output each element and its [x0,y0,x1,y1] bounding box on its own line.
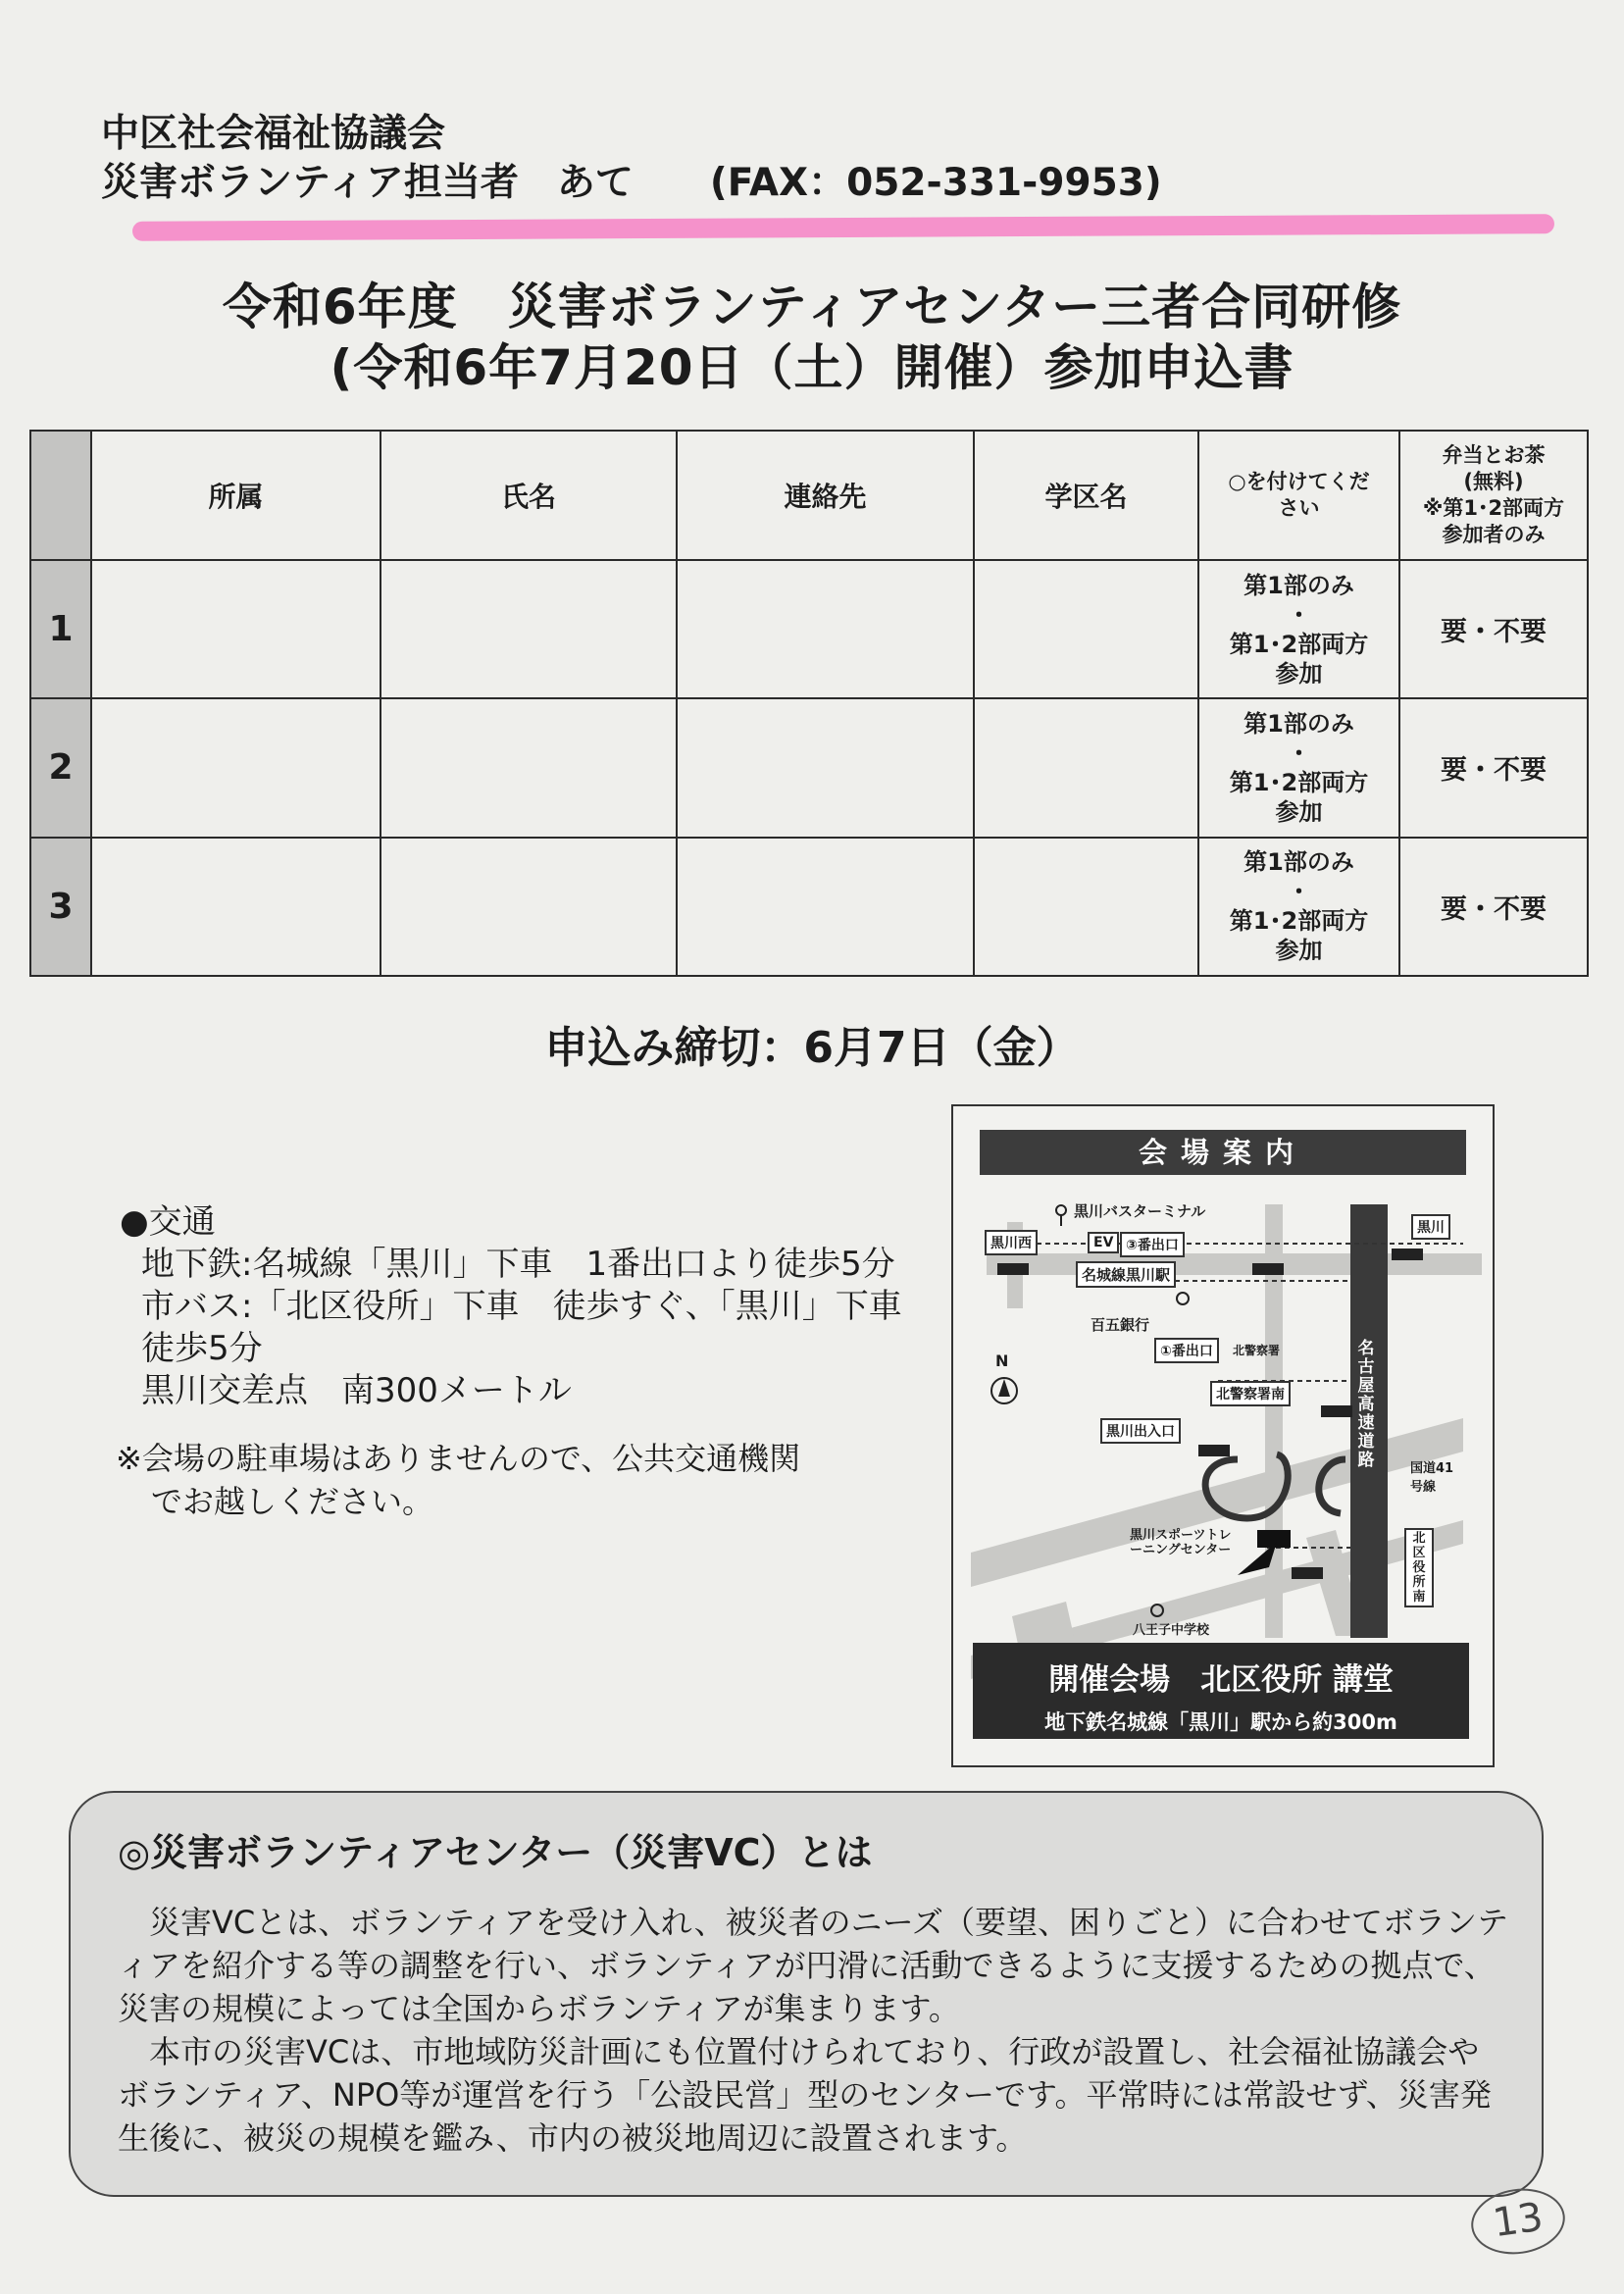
lunch-choice[interactable]: 要・不要 [1399,838,1588,976]
traffic-signal-icon [1321,1405,1352,1417]
school-district-field[interactable] [974,838,1198,976]
traffic-signal-icon [1252,1263,1284,1275]
choice-dot: ・ [1287,739,1311,767]
north-arrow-icon [998,1379,1010,1397]
choice-dot: ・ [1287,600,1311,629]
header-name: 氏名 [381,431,677,560]
venue-name: 開催会場 北区役所 講堂 [1048,1662,1394,1698]
tag-kurokawa: 黒川 [1411,1214,1450,1240]
label-north: N [995,1351,1009,1370]
choice-both: 第1･2部両方 [1229,768,1369,796]
traffic-signal-icon [997,1263,1029,1275]
header-circle-choice [1198,431,1399,560]
choice-dot: ・ [1287,878,1311,906]
choice-join: 参加 [1275,659,1323,688]
deadline: 申込み締切：6月7日（金） [544,1023,1080,1073]
name-field[interactable] [381,560,677,698]
header-lunch-line: 弁当とお茶 [1442,443,1546,467]
choice-part1: 第1部のみ [1243,709,1354,738]
page-number: 13 [1467,2183,1569,2261]
access-line: 徒歩5分 [141,1329,263,1368]
table-row [30,838,1588,976]
venue-bar [973,1643,1469,1739]
label-bank: 百五銀行 [1091,1316,1150,1334]
label-school: 八王子中学校 [1133,1623,1210,1638]
tag-exit1: ①番出口 [1154,1338,1219,1363]
header-contact: 連絡先 [677,431,974,560]
disaster-vc-info [69,1791,1544,2197]
header-circle-line: さい [1278,496,1320,520]
table-header-row [30,431,1588,560]
tag-ev: EV [1088,1232,1119,1253]
header-lunch-line: ※第1･2部両方 [1422,496,1565,520]
highlight-marker [132,214,1554,241]
map-title: 会場案内 [980,1130,1466,1175]
choice-both: 第1･2部両方 [1229,907,1369,936]
participation-choice[interactable] [1198,560,1399,698]
affiliation-field[interactable] [91,698,381,837]
access-line: 地下鉄:名城線「黒川」下車 1番出口より徒歩5分 [141,1245,895,1284]
participation-choice[interactable] [1198,698,1399,837]
access-heading: ●交通 [120,1202,216,1242]
choice-join: 参加 [1275,797,1323,826]
parking-note-line: でお越しください。 [151,1483,434,1520]
access-info [120,1201,902,1412]
label-sports-center: 黒川スポーツトレーニングセンター [1130,1528,1232,1557]
header-school-district: 学区名 [974,431,1198,560]
tag-police-south: 北警察署南 [1210,1381,1291,1406]
row-number: 1 [30,560,91,698]
tag-exit3: ③番出口 [1120,1232,1185,1257]
info-paragraph: 本市の災害VCは、市地域防災計画にも位置付けられており、行政が設置し、社会福祉協議会やボランティア、NPO等が運営を行う「公設民営」型のセンターです。平常時には常設せず、災害発生後に、被災の規模を鑑み、市内の被災地周辺に設置されます。 [118,2033,1492,2157]
label-bus-terminal: 黒川バスターミナル [1074,1202,1206,1220]
traffic-signal-icon [1392,1249,1423,1260]
table-row [30,560,1588,698]
choice-join: 参加 [1275,937,1323,965]
page-subtitle: (令和6年7月20日（土）開催）参加申込書 [330,339,1294,396]
header-lunch-line: (無料) [1463,470,1524,493]
parking-note [116,1437,800,1523]
info-body [118,1901,1510,2160]
tag-station: 名城線黒川駅 [1076,1261,1176,1288]
recipient-contact: 災害ボランティア担当者 あて (FAX：052-331-9953) [101,161,1162,205]
row-number: 2 [30,698,91,837]
contact-field[interactable] [677,838,974,976]
header-affiliation: 所属 [91,431,381,560]
choice-part1: 第1部のみ [1243,571,1354,599]
tag-kurokawa-nishi: 黒川西 [985,1230,1038,1255]
table-row [30,698,1588,837]
tag-kurokawa-entrance: 黒川出入口 [1100,1418,1181,1444]
access-line: 市バス:「北区役所」下車 徒歩すぐ、「黒川」下車 [141,1287,902,1326]
bank-icon [1177,1293,1189,1304]
name-field[interactable] [381,698,677,837]
traffic-signal-icon [1292,1567,1323,1579]
contact-field[interactable] [677,560,974,698]
label-route41: 国道41号線 [1410,1461,1454,1495]
application-form-table [29,430,1589,977]
row-number: 3 [30,838,91,976]
choice-both: 第1･2部両方 [1229,630,1369,658]
label-expressway: 名古屋高速道路 [1357,1339,1375,1470]
school-district-field[interactable] [974,560,1198,698]
venue-distance: 地下鉄名城線「黒川」駅から約300m [1044,1710,1397,1734]
contact-field[interactable] [677,698,974,837]
traffic-signal-icon [1198,1445,1230,1456]
header-number-cell [30,431,91,560]
header-lunch [1399,431,1588,560]
name-field[interactable] [381,838,677,976]
lunch-choice[interactable]: 要・不要 [1399,560,1588,698]
bus-stop-icon [1056,1205,1066,1215]
label-police-box: 北警察署 [1233,1344,1281,1357]
venue-map [951,1104,1495,1767]
access-line: 黒川交差点 南300メートル [141,1371,572,1410]
page-title: 令和6年度 災害ボランティアセンター三者合同研修 [222,279,1402,335]
header-circle-line: ○を付けてくだ [1228,470,1370,493]
header-lunch-line: 参加者のみ [1442,523,1546,546]
school-district-field[interactable] [974,698,1198,837]
parking-note-line: ※会場の駐車場はありませんので、公共交通機関 [116,1440,801,1477]
participation-choice[interactable] [1198,838,1399,976]
affiliation-field[interactable] [91,838,381,976]
affiliation-field[interactable] [91,560,381,698]
choice-part1: 第1部のみ [1243,848,1354,877]
info-title: ◎災害ボランティアセンター（災害VC）とは [118,1831,873,1874]
recipient-org: 中区社会福祉協議会 [101,112,446,156]
lunch-choice[interactable]: 要・不要 [1399,698,1588,837]
info-paragraph: 災害VCとは、ボランティアを受け入れ、被災者のニーズ（要望、困りごと）に合わせてボランティアを紹介する等の調整を行い、ボランティアが円滑に活動できるように支援するための拠点で、災害の規模によっては全国からボランティアが集まります。 [118,1904,1508,2027]
tag-ward-office-south: 北区役所南 [1404,1528,1434,1607]
